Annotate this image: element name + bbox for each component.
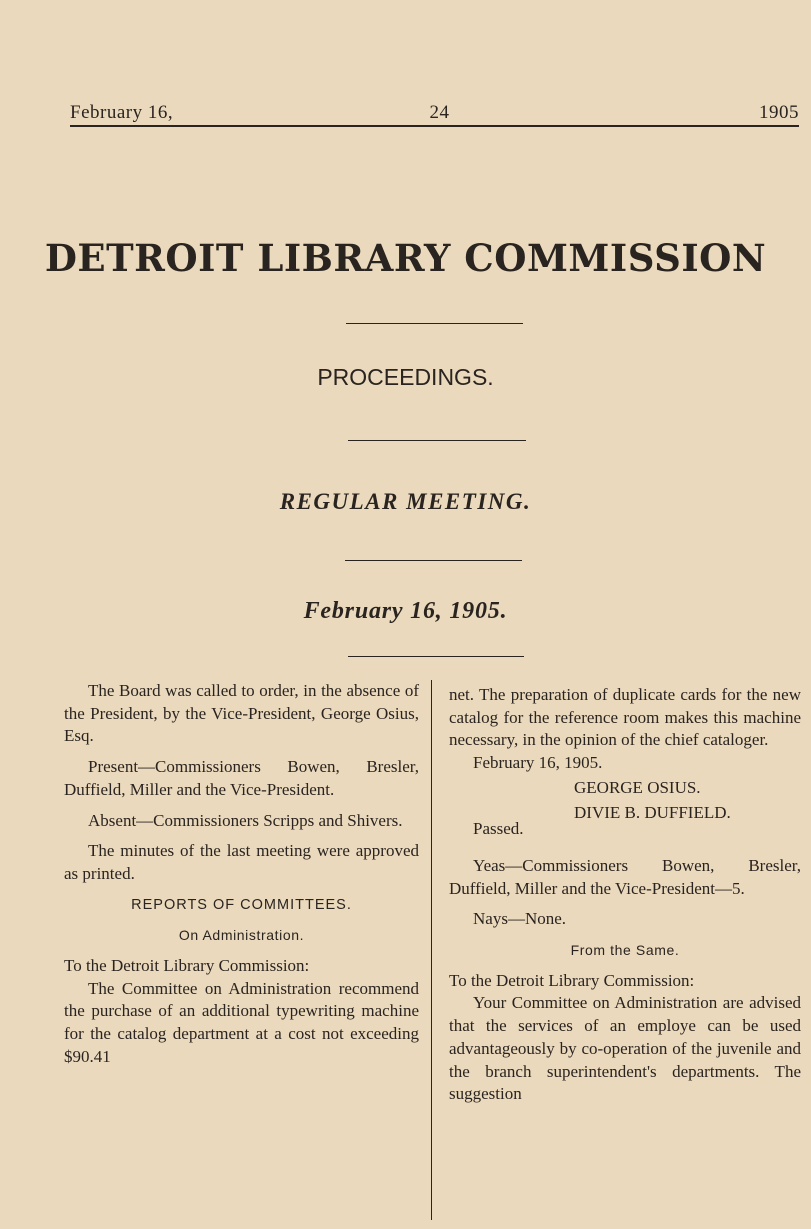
right-column bbox=[449, 684, 801, 1106]
paragraph-yeas: Yeas—Commissioners Bowen, Bresler, Duffield, Miller and the Vice-President—5. bbox=[449, 855, 801, 898]
divider-rule bbox=[345, 560, 522, 561]
paragraph-employe-services: Your Committee on Administration are advised that the services of an employe can be used advantageously by co-operation of the juvenile and the branch superintendent's departments. The suggestion bbox=[449, 993, 801, 1104]
paragraph-typewriter-recommendation: The Committee on Administration recommend the purchase of an additional typewriting machine for the catalog department at a cost not exceeding $90.41 bbox=[64, 978, 419, 1066]
running-head-date: February 16, bbox=[70, 102, 174, 123]
paragraph-minutes: The minutes of the last meeting were approved as printed. bbox=[64, 841, 419, 883]
heading-reports-of-committees: REPORTS OF COMMITTEES. bbox=[131, 896, 352, 913]
divider-rule bbox=[348, 440, 526, 441]
document-title: DETROIT LIBRARY COMMISSION bbox=[44, 236, 767, 280]
passed-line: Passed. bbox=[473, 819, 524, 839]
paragraph-nays: Nays—None. bbox=[473, 909, 567, 929]
header-rule bbox=[70, 125, 799, 127]
section-subtitle: PROCEEDINGS. bbox=[317, 364, 494, 390]
heading-on-administration: On Administration. bbox=[178, 927, 305, 944]
address-line: To the Detroit Library Commission: bbox=[449, 970, 695, 990]
meeting-type-heading: REGULAR MEETING. bbox=[279, 489, 532, 514]
paragraph-absent: Absent—Commissioners Scripps and Shivers. bbox=[88, 810, 403, 830]
heading-from-the-same: From the Same. bbox=[570, 942, 680, 959]
meeting-date-heading: February 16, 1905. bbox=[303, 598, 508, 624]
left-column bbox=[64, 680, 419, 1069]
paragraph-present: Present—Commissioners Bowen, Bresler, Duffield, Miller and the Vice-President. bbox=[64, 757, 419, 799]
page-number: 24 bbox=[429, 102, 450, 123]
signature-george-osius: GEORGE OSIUS. bbox=[574, 777, 701, 797]
running-head-year: 1905 bbox=[759, 102, 799, 123]
report-date-line: February 16, 1905. bbox=[473, 753, 603, 773]
divider-rule bbox=[348, 656, 524, 657]
column-divider bbox=[431, 680, 432, 1220]
address-line: To the Detroit Library Commission: bbox=[64, 956, 310, 976]
divider-rule bbox=[346, 323, 523, 324]
paragraph-call-to-order: The Board was called to order, in the absence of the President, by the Vice-President, George Osius, Esq. bbox=[64, 681, 419, 746]
signature-divie-duffield: DIVIE B. DUFFIELD. bbox=[574, 802, 731, 822]
paragraph-duplicate-cards: net. The preparation of duplicate cards for the new catalog for the reference room makes this machine necessary, in the opinion of the chief cataloger. bbox=[449, 685, 801, 750]
running-head bbox=[70, 100, 799, 126]
